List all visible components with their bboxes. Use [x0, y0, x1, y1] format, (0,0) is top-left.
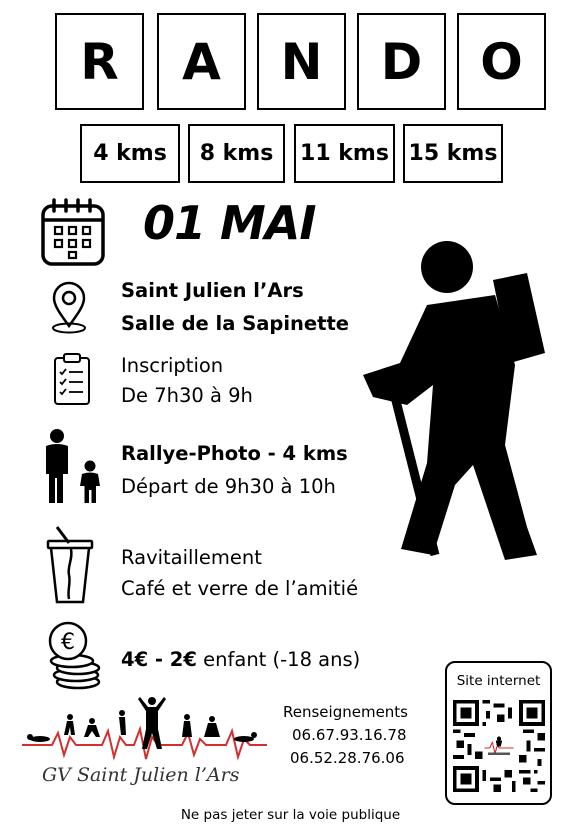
- calendar-icon: [40, 198, 106, 268]
- price-amount: 4€ - 2€: [121, 648, 197, 671]
- distance-11: 11 kms: [294, 124, 395, 183]
- family-icon: [38, 428, 106, 504]
- title-letter-r: R: [55, 13, 144, 110]
- contact-phone-1: 06.67.93.16.78: [292, 726, 407, 744]
- distance-4: 4 kms: [80, 124, 180, 183]
- distance-15: 15 kms: [403, 124, 503, 183]
- contact-title: Renseignements: [283, 703, 408, 721]
- club-name: GV Saint Julien l’Ars: [42, 764, 240, 786]
- drink-cup-icon: [45, 525, 97, 605]
- qr-panel[interactable]: [445, 661, 552, 805]
- refreshment-detail: Café et verre de l’amitié: [121, 577, 359, 600]
- svg-text:€: €: [61, 630, 75, 655]
- map-pin-icon: [49, 281, 89, 335]
- footer-note: Ne pas jeter sur la voie publique: [180, 807, 401, 823]
- location-hall: Salle de la Sapinette: [121, 312, 350, 335]
- refreshment-title: Ravitaillement: [121, 546, 262, 569]
- event-date: 01 MAI: [143, 196, 316, 250]
- location-town: Saint Julien l’Ars: [121, 279, 304, 302]
- price-child: enfant (-18 ans): [196, 648, 361, 671]
- contact-phone-2: 06.52.28.76.06: [290, 749, 405, 767]
- title-letter-d: D: [357, 13, 446, 110]
- coins-icon: [42, 620, 104, 692]
- club-logo: [22, 693, 267, 765]
- registration-label: Inscription: [121, 354, 224, 377]
- hiker-icon: [355, 235, 560, 575]
- title-letter-a: A: [157, 13, 246, 110]
- price-text: [121, 648, 360, 671]
- clipboard-icon: [52, 351, 92, 407]
- qr-code[interactable]: [453, 700, 545, 792]
- title-letter-n: N: [257, 13, 346, 110]
- rallye-hours: Départ de 9h30 à 10h: [121, 475, 336, 498]
- title-letter-o: O: [457, 13, 546, 110]
- rallye-title: Rallye-Photo - 4 kms: [121, 442, 348, 465]
- distance-8: 8 kms: [188, 124, 285, 183]
- qr-label: Site internet: [456, 673, 541, 689]
- registration-hours: De 7h30 à 9h: [121, 384, 253, 407]
